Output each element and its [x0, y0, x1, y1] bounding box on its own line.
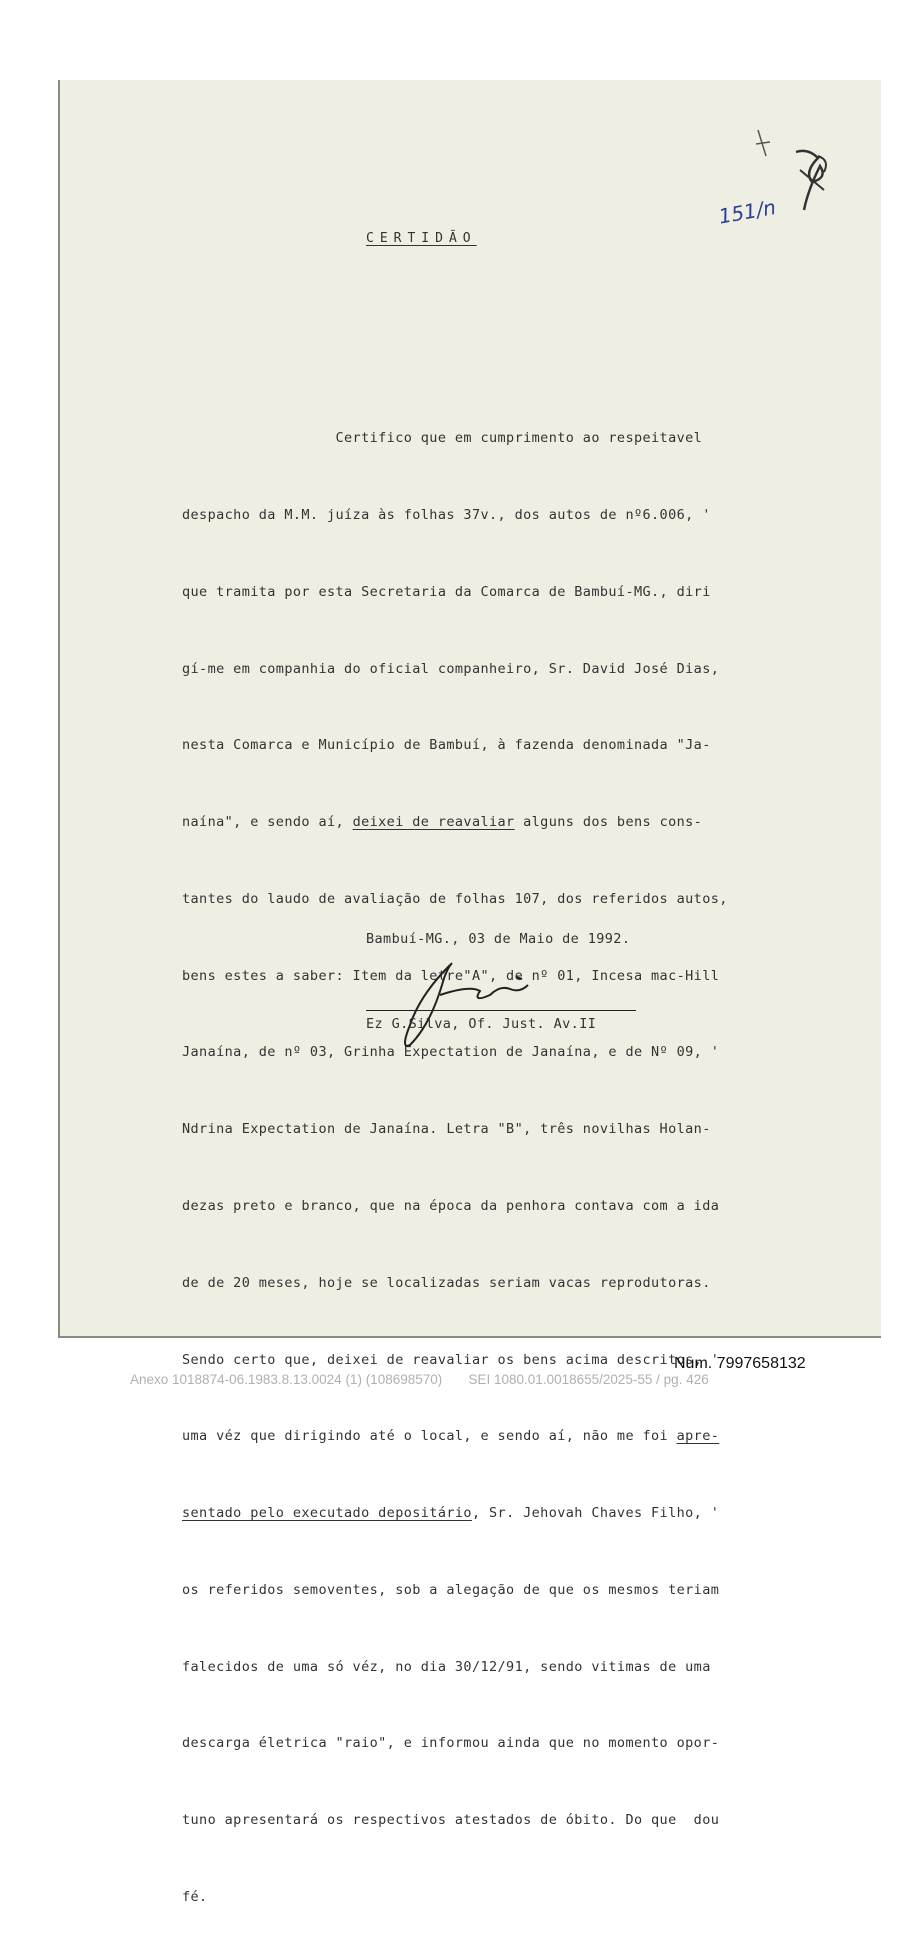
- document-title: CERTIDÃO: [366, 231, 477, 246]
- text-line: bens estes a saber: Item da letre"A", de nº 01, Incesa mac-Hill: [182, 967, 720, 984]
- text-line: Certifico que em cumprimento ao respeitavel: [182, 430, 703, 447]
- underlined-phrase: apre-: [676, 1428, 720, 1445]
- text-line: tuno apresentará os respectivos atestados de óbito. Do que dou: [182, 1812, 720, 1829]
- text-line: falecidos de uma só véz, no dia 30/12/91, sendo vitimas de uma: [182, 1658, 711, 1675]
- text-line: Janaína, de nº 03, Grinha Expectation de Janaína, e de Nº 09, ': [182, 1044, 720, 1061]
- handwritten-signature: [380, 955, 550, 1055]
- text-line: tantes do laudo de avaliação de folhas 107, dos referidos autos,: [182, 890, 728, 907]
- text-line: os referidos semoventes, sob a alegação de que os mesmos teriam: [182, 1581, 720, 1598]
- handwritten-annotations: [700, 120, 850, 250]
- text-segment: uma véz que dirigindo até o local, e sendo aí, não me foi: [182, 1428, 677, 1445]
- text-line: dezas preto e branco, que na época da penhora contava com a ida: [182, 1198, 720, 1214]
- document-number: Num. 7997658132: [674, 1355, 806, 1372]
- footer-reference: Anexo 1018874-06.1983.8.13.0024 (1) (108698570) SEI 1080.01.0018655/2025-55 / pg. 426: [130, 1372, 709, 1387]
- text-line: [182, 1424, 802, 1450]
- text-line: [182, 1501, 802, 1527]
- annotation-number: 151/n: [716, 194, 778, 229]
- certificate-body: [182, 375, 802, 1936]
- text-line: [182, 810, 802, 836]
- text-line: nesta Comarca e Município de Bambuí, à fazenda denominada "Ja-: [182, 737, 711, 754]
- text-line: que tramita por esta Secretaria da Comarca de Bambuí-MG., diri: [182, 583, 711, 600]
- underlined-phrase: sentado pelo executado depositário: [182, 1505, 472, 1522]
- text-segment: naína", e sendo aí,: [182, 814, 353, 831]
- text-line: descarga életrica "raio", e informou ainda que no momento opor-: [182, 1735, 720, 1752]
- text-line: Ndrina Expectation de Janaína. Letra "B", três novilhas Holan-: [182, 1121, 711, 1138]
- text-line: fé.: [182, 1889, 208, 1906]
- text-line: de de 20 meses, hoje se localizadas seriam vacas reprodutoras.: [182, 1274, 711, 1291]
- text-line: despacho da M.M. juíza às folhas 37v., dos autos de nº6.006, ': [182, 506, 711, 523]
- text-line: Sendo certo que, deixei de reavaliar os bens acima descritos, ': [182, 1351, 720, 1368]
- text-line: gí-me em companhia do oficial companheiro, Sr. David José Dias,: [182, 660, 720, 677]
- text-segment: alguns dos bens cons-: [514, 814, 703, 831]
- text-segment: , Sr. Jehovah Chaves Filho, ': [471, 1505, 720, 1522]
- signer-name: Ez G.Silva, Of. Just. Av.II: [366, 1016, 597, 1032]
- underlined-phrase: deixei de reavaliar: [352, 814, 515, 831]
- signature-line: [366, 1010, 636, 1011]
- place-and-date: Bambuí-MG., 03 de Maio de 1992.: [366, 931, 631, 947]
